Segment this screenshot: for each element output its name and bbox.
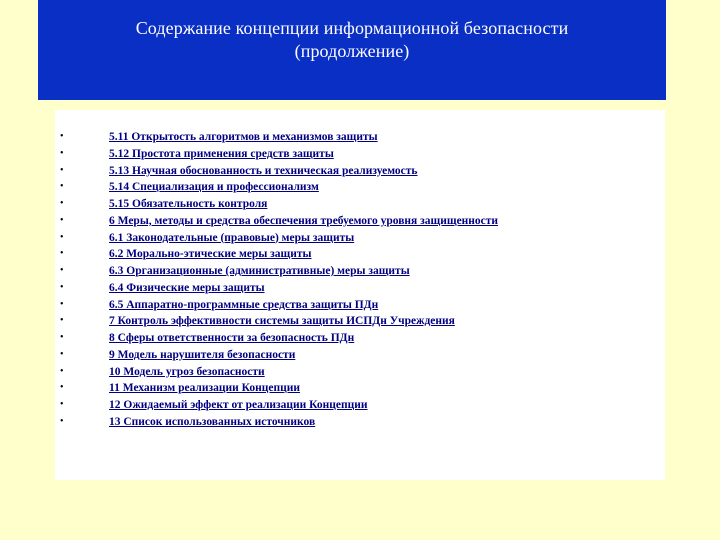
contents-link[interactable]: 10 Модель угроз безопасности [109,365,265,378]
contents-link[interactable]: 5.14 Специализация и профессионализм [109,181,319,194]
contents-link[interactable]: 6.5 Аппаратно-программные средства защиты ПДн [109,298,379,311]
bullet-icon: • [60,265,64,276]
contents-panel [55,110,665,480]
list-item [55,230,665,247]
bullet-icon: • [60,365,64,377]
contents-link[interactable]: 8 Сферы ответственности за безопасность ПДн [109,332,355,344]
bullet-icon: • [60,281,64,293]
slide-header [38,0,666,100]
bullet-icon: • [60,415,64,427]
list-item [55,364,665,381]
list-item [55,196,665,213]
contents-link[interactable]: 12 Ожидаемый эффект от реализации Концепции [109,399,368,411]
list-item [55,179,665,196]
contents-link[interactable]: 5.12 Простота применения средств защиты [109,147,334,160]
bullet-icon: • [60,315,64,327]
list-item [55,146,665,163]
list-item [55,246,665,263]
list-item [55,263,665,280]
contents-link[interactable]: 6.2 Морально-этические меры защиты [109,248,312,261]
bullet-icon: • [60,248,64,260]
bullet-icon: • [60,348,64,360]
contents-link[interactable]: 6.3 Организационные (административные) меры защиты [109,265,410,277]
slide-title-line-2: (продолжение) [294,41,410,61]
contents-link[interactable]: 5.11 Открытость алгоритмов и механизмов защиты [109,131,378,143]
contents-link[interactable]: 5.15 Обязательность контроля [109,198,268,210]
contents-link[interactable]: 6 Меры, методы и средства обеспечения требуемого уровня защищенности [109,214,499,227]
list-item [55,414,665,431]
contents-link[interactable]: 7 Контроль эффективности системы защиты ИСПДн Учреждения [109,315,455,328]
bullet-icon: • [60,332,64,343]
list-item [55,163,665,180]
contents-link[interactable]: 6.4 Физические меры защиты [109,281,265,294]
bullet-icon: • [60,181,64,193]
bullet-icon: • [60,382,64,394]
bullet-icon: • [60,399,64,410]
list-item [55,297,665,314]
bullet-icon: • [60,298,64,310]
slide-title-line-1: Содержание концепции информационной безопасности [135,18,569,38]
contents-link[interactable]: 9 Модель нарушителя безопасности [109,348,296,361]
list-item [55,129,665,146]
list-item [55,313,665,330]
bullet-icon: • [60,147,64,159]
contents-link[interactable]: 6.1 Законодательные (правовые) меры защиты [109,231,355,244]
bullet-icon: • [60,198,64,209]
list-item [55,397,665,414]
list-item [55,380,665,397]
bullet-icon: • [60,131,64,142]
list-item [55,347,665,364]
list-item [55,213,665,230]
list-item [55,330,665,347]
bullet-icon: • [60,231,64,243]
bullet-icon: • [60,164,64,176]
list-item [55,280,665,297]
contents-link[interactable]: 13 Список использованных источников [109,415,316,428]
contents-link[interactable]: 5.13 Научная обоснованность и техническая реализуемость [109,164,418,177]
contents-link[interactable]: 11 Механизм реализации Концепции [109,382,301,395]
contents-list [55,129,665,431]
bullet-icon: • [60,214,64,226]
